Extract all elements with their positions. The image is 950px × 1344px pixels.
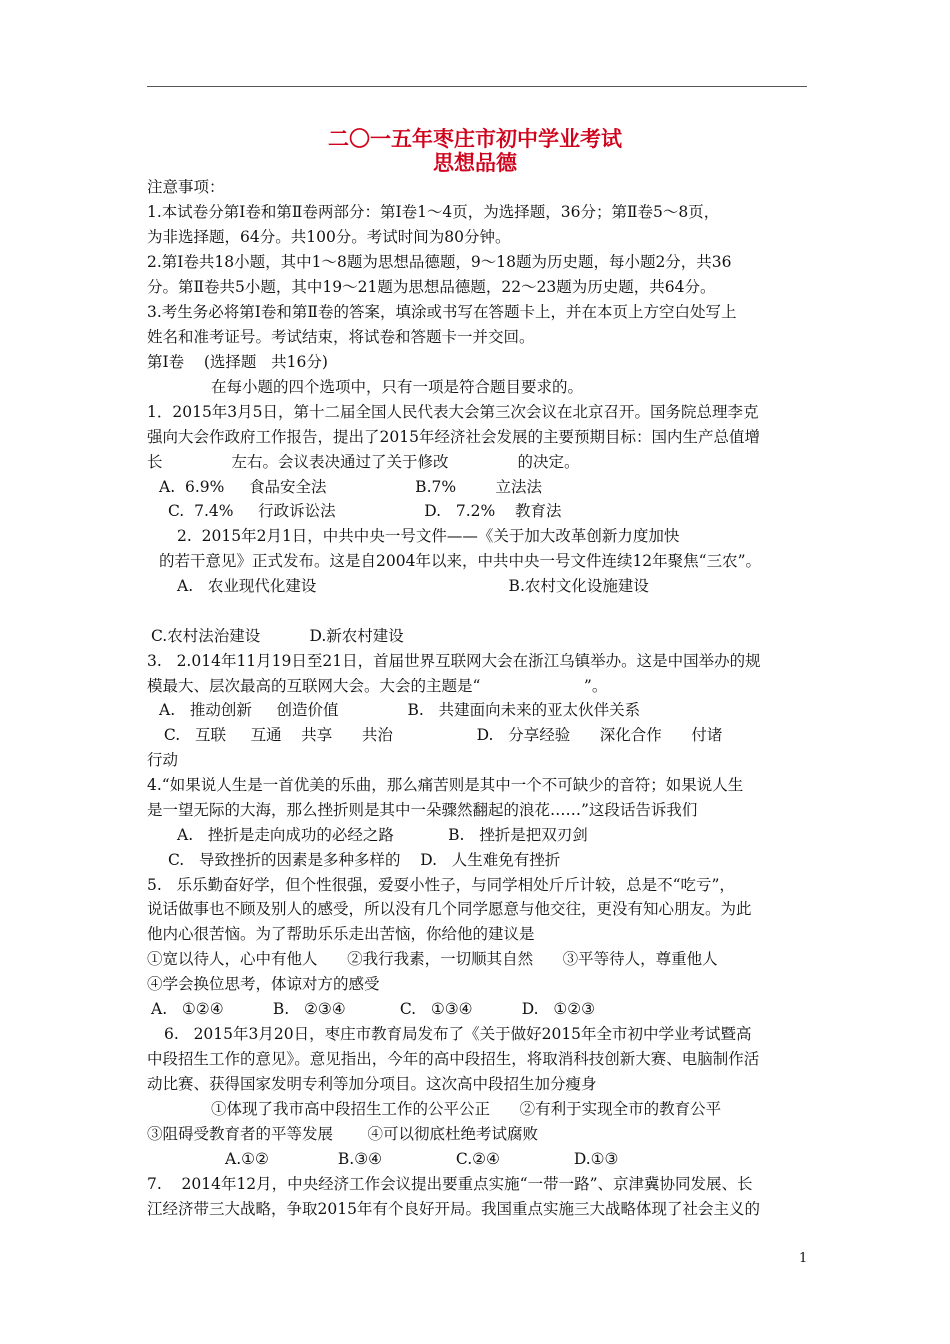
text-line: 5. 乐乐勤奋好学，但个性很强，爱耍小性子，与同学相处斤斤计较，总是不“吃亏”， <box>147 876 735 894</box>
text-line: C. 互联 互通 共享 共治 D. 分享经验 深化合作 付诸 <box>159 726 723 744</box>
header-rule <box>147 86 807 87</box>
text-line: A. 农业现代化建设 B.农村文化设施建设 <box>177 577 649 595</box>
text-line: 行动 <box>147 751 179 769</box>
text-line: 中段招生工作的意见》。意见指出，今年的高中段招生，将取消科技创新大赛、电脑制作活 <box>147 1050 760 1068</box>
text-line: 他内心很苦恼。为了帮助乐乐走出苦恼，你给他的建议是 <box>147 925 535 943</box>
text-line: A. 推动创新 创造价值 B. 共建面向未来的亚太伙伴关系 <box>159 701 641 719</box>
text-line: 江经济带三大战略，争取2015年有个良好开局。我国重点实施三大战略体现了社会主义的 <box>147 1200 760 1218</box>
text-line: 分。第Ⅱ卷共5小题，其中19～21题为思想品德题，22～23题为历史题，共64分。 <box>147 278 716 296</box>
text-line: A.①② B.③④ C.②④ D.①③ <box>225 1150 619 1168</box>
text-line: ①宽以待人，心中有他人 ②我行我素，一切顺其自然 ③平等待人，尊重他人 <box>147 950 718 968</box>
text-line: 7. 2014年12月，中央经济工作会议提出要重点实施“一带一路”、京津冀协同发展、长 <box>147 1175 753 1193</box>
text-line: 1．2015年3月5日，第十二届全国人民代表大会第三次会议在北京召开。国务院总理李克 <box>147 403 759 421</box>
page-number: 1 <box>799 1251 808 1266</box>
text-line: 强向大会作政府工作报告，提出了2015年经济社会发展的主要预期目标：国内生产总值增 <box>147 428 760 446</box>
text-line: 在每小题的四个选项中，只有一项是符合题目要求的。 <box>211 378 584 396</box>
text-line: C. 导致挫折的因素是多种多样的 D. 人生难免有挫折 <box>168 851 561 869</box>
text-line: 是一望无际的大海，那么挫折则是其中一朵骤然翻起的浪花……”这段话告诉我们 <box>147 801 698 819</box>
text-line: C.农村法治建设 D.新农村建设 <box>151 627 404 645</box>
text-line: C. 7.4% 行政诉讼法 D. 7.2% 教育法 <box>168 502 562 520</box>
text-line: 模最大、层次最高的互联网大会。大会的主题是“ ”。 <box>147 677 608 695</box>
text-line: A. 挫折是走向成功的必经之路 B. 挫折是把双刃剑 <box>177 826 588 844</box>
text-line: 长 左右。会议表决通过了关于修改 的决定。 <box>147 453 580 471</box>
exam-subject: 思想品德 <box>433 150 517 175</box>
text-line: 动比赛、获得国家发明专利等加分项目。这次高中段招生加分瘦身 <box>147 1075 597 1093</box>
text-line: 3.考生务必将第Ⅰ卷和第Ⅱ卷的答案，填涂或书写在答题卡上，并在本页上方空白处写上 <box>147 303 737 321</box>
text-line: 的若干意见》正式发布。这是自2004年以来，中共中央一号文件连续12年聚焦“三农”。 <box>159 552 762 570</box>
text-line: ①体现了我市高中段招生工作的公平公正 ②有利于实现全市的教育公平 <box>211 1100 722 1118</box>
text-line: 2. 2015年2月1日，中共中央一号文件——《关于加大改革创新力度加快 <box>177 527 680 545</box>
text-line: 说话做事也不顾及别人的感受，所以没有几个同学愿意与他交往，更没有知心朋友。为此 <box>147 900 752 918</box>
text-line: 2.第Ⅰ卷共18小题，其中1～8题为思想品德题，9～18题为历史题，每小题2分，共36 <box>147 253 732 271</box>
text-line: A. ①②④ B. ②③④ C. ①③④ D. ①②③ <box>151 1000 596 1018</box>
exam-title: 二〇一五年枣庄市初中学业考试 <box>328 126 622 151</box>
text-line: ④学会换位思考，体谅对方的感受 <box>147 975 380 993</box>
text-line: 注意事项： <box>147 178 225 196</box>
text-line: 第Ⅰ卷 (选择题 共16分) <box>147 353 328 371</box>
text-line: 姓名和准考证号。考试结束，将试卷和答题卡一并交回。 <box>147 328 535 346</box>
text-line: 3. 2.014年11月19日至21日，首届世界互联网大会在浙江乌镇举办。这是中国举办的规 <box>147 652 761 670</box>
text-line: 6. 2015年3月20日，枣庄市教育局发布了《关于做好2015年全市初中学业考试暨高 <box>164 1025 752 1043</box>
text-line: 为非选择题，64分。共100分。考试时间为80分钟。 <box>147 228 511 246</box>
text-line: A. 6.9% 食品安全法 B.7% 立法法 <box>159 478 542 496</box>
text-line: 1.本试卷分第Ⅰ卷和第Ⅱ卷两部分：第Ⅰ卷1～4页，为选择题，36分；第Ⅱ卷5～8页， <box>147 203 720 221</box>
text-line: 4.“如果说人生是一首优美的乐曲，那么痛苦则是其中一个不可缺少的音符；如果说人生 <box>147 776 744 794</box>
text-line: ③阻碍受教育者的平等发展 ④可以彻底杜绝考试腐败 <box>147 1125 538 1143</box>
